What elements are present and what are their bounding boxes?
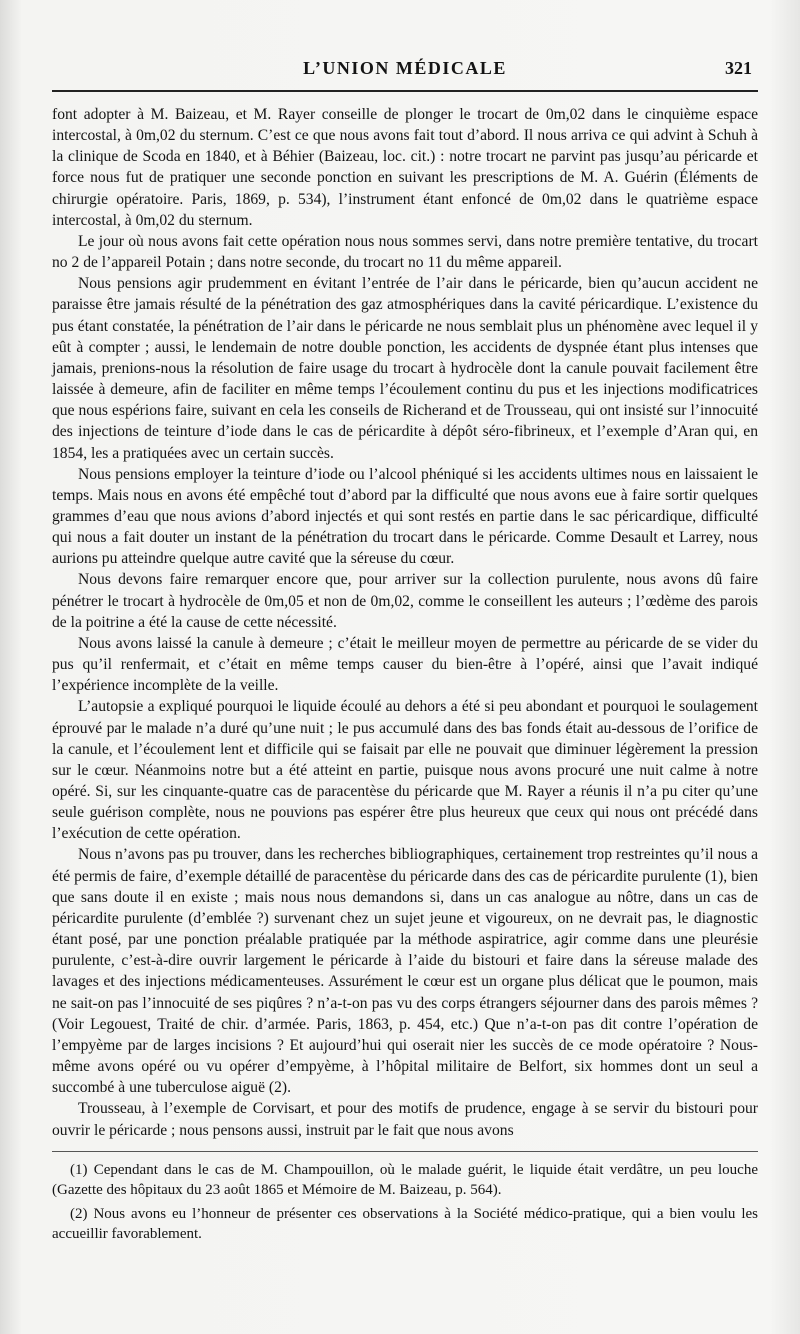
paragraph: Trousseau, à l’exemple de Corvisart, et pour des motifs de prudence, engage à se servir du bistouri pour ouvrir le péricarde ; nous pensons aussi, instruit par le fait que nous avons — [52, 1100, 758, 1139]
footnote: (1) Cependant dans le cas de M. Champouillon, où le malade guérit, le liquide était verdâtre, un peu louche (Gazette des hôpitaux du 23 août 1865 et Mémoire de M. Baizeau, p. 564). — [52, 1161, 758, 1198]
running-head — [52, 56, 758, 92]
paragraph: Nous pensions employer la teinture d’iode ou l’alcool phéniqué si les accidents ultimes nous en laissaient le temps. Mais nous en avons été empêché tout d’abord par la difficulté que nous avons eue à faire sortir quelques grammes d’eau que nous avions d’abord injectés et qui sont restés en partie dans le sac péricardique, difficulté qui nous a fait douter un instant de la pénétration du trocart dans le péricarde. Comme Desault et Larrey, nous aurions pu atteindre quelque autre cavité que la séreuse du cœur. — [52, 465, 758, 568]
footnote-divider — [52, 1151, 758, 1152]
body-text — [52, 104, 758, 1248]
paragraph: font adopter à M. Baizeau, et M. Rayer conseille de plonger le trocart de 0m,02 dans le cinquième espace intercostal, à 0m,02 du sternum. C’est ce que nous avons fait tout d’abord. Il nous arriva ce qui advint à Schuh à la clinique de Scoda en 1840, et à Béhier (Baizeau, loc. cit.) : notre trocart ne parvint pas jusqu’au péricarde et force nous fut de pratiquer une seconde ponction en suivant les prescriptions de M. A. Guérin (Éléments de chirurgie opératoire. Paris, 1869, p. 534), l’instrument étant enfoncé de 0m,02 dans le quatrième espace intercostal, à 0m,02 du sternum. — [52, 106, 758, 229]
paragraph: Nous pensions agir prudemment en évitant l’entrée de l’air dans le péricarde, bien qu’aucun accident ne paraisse être jamais résulté de la pénétration des gaz atmosphériques dans la cavité péricardique. L’existence du pus étant constatée, la pénétration de l’air dans le péricarde ne nous semblait plus un phénomène avec lequel il y eût à compter ; aussi, le lendemain de notre double ponction, les accidents de dyspnée étant plus intenses que jamais, prenions-nous la résolution de faire usage du trocart à hydrocèle dont la canule pouvait facilement être laissée à demeure, afin de faciliter en même temps l’écoulement continu du pus et les injections modificatrices que nous espérions faire, suivant en cela les conseils de Richerand et de Trousseau, qui ont insisté sur l’innocuité des injections de teinture d’iode dans le cas de péricardite à dépôt séro-fibrineux, et l’exemple d’Aran qui, en 1854, les a pratiquées avec un certain succès. — [52, 275, 758, 462]
paragraph: Nous devons faire remarquer encore que, pour arriver sur la collection purulente, nous avons dû faire pénétrer le trocart à hydrocèle de 0m,05 et non de 0m,02, comme le conseillent les auteurs ; l’œdème des parois de la poitrine a été la cause de cette nécessité. — [52, 571, 758, 631]
paragraph: L’autopsie a expliqué pourquoi le liquide écoulé au dehors a été si peu abondant et pourquoi le soulagement éprouvé par le malade n’a duré qu’une nuit ; le pus accumulé dans des bas fonds était au-dessous de l’orifice de la canule, et l’écoulement lent et difficile qui se faisait par elle ne pouvait que diminuer légèrement la pression sur le cœur. Néanmoins notre but a été atteint en partie, puisque nous avons procuré une nuit calme à notre opéré. Si, sur les cinquante-quatre cas de paracentèse du péricarde que M. Rayer a réunis il n’a pu citer qu’une seule guérison complète, nous ne pouvions pas espérer être plus heureux que ceux qui nous ont précédé dans l’exécution de cette opération. — [52, 698, 758, 843]
page-number: 321 — [725, 58, 752, 78]
paragraph: Le jour où nous avons fait cette opération nous nous sommes servi, dans notre première tentative, du trocart no 2 de l’appareil Potain ; dans notre seconde, du trocart no 11 du même appareil. — [52, 232, 758, 272]
footnotes — [52, 1160, 758, 1244]
paragraph: Nous avons laissé la canule à demeure ; c’était le meilleur moyen de permettre au péricarde de se vider du pus qu’il renfermait, et c’était en même temps causer du bien-être à l’opéré, ainsi que l’avait indiqué l’expérience incomplète de la veille. — [52, 634, 758, 695]
footnote: (2) Nous avons eu l’honneur de présenter ces observations à la Société médico-pratique, qui a bien voulu les accueillir favorablement. — [52, 1205, 758, 1242]
paragraph: Nous n’avons pas pu trouver, dans les recherches bibliographiques, certainement trop restreintes qu’il nous a été permis de faire, d’exemple détaillé de paracentèse du péricarde dans des cas de péricardite purulente (1), bien que sans doute il en existe ; mais nous nous demandons si, dans un cas analogue au nôtre, dans un cas de péricardite purulente (d’emblée ?) survenant chez un sujet jeune et vigoureux, on ne devrait pas, le diagnostic étant posé, par une ponction préalable pratiquée par la méthode aspiratrice, agir comme dans une pleurésie purulente, c’est-à-dire ouvrir largement le péricarde à l’aide du bistouri et faire dans la séreuse malade des lavages et des injections médicamenteuses. Assurément le cœur est un organe plus délicat que le poumon, mais ne sait-on pas l’innocuité de ses piqûres ? n’a-t-on pas vu des corps étrangers séjourner dans des parois mêmes ? (Voir Legouest, Traité de chir. d’armée. Paris, 1863, p. 454, etc.) Que n’a-t-on pas dit contre l’opération de l’empyème par de larges incisions ? Et aujourd’hui qui oserait nier les succès de ce mode opératoire ? Nous-même avons opéré ou vu opérer d’empyème, à l’hôpital militaire de Belfort, six hommes dont un seul a succombé à une tuberculose aiguë (2). — [52, 846, 758, 1097]
running-title: L’UNION MÉDICALE — [303, 58, 507, 78]
